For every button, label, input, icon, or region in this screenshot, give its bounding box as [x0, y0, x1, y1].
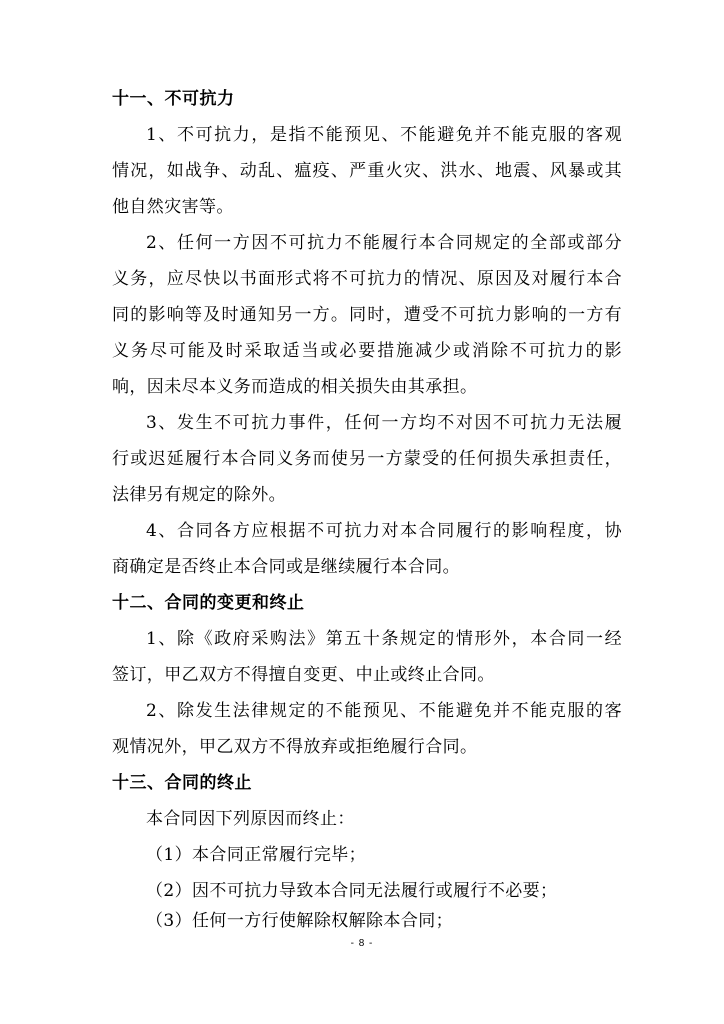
paragraph-line: 签订，甲乙双方不得擅自变更、中止或终止合同。	[112, 665, 495, 685]
paragraph-line: 法律另有规定的除外。	[112, 485, 286, 505]
paragraph-line: 行或迟延履行本合同义务而使另一方蒙受的任何损失承担责任，	[112, 449, 622, 469]
paragraph-line: 情况，如战争、动乱、瘟疫、严重火灾、洪水、地震、风暴或其	[112, 161, 622, 181]
paragraph-line: 本合同因下列原因而终止：	[146, 809, 355, 829]
paragraph-line: 2、除发生法律规定的不能预见、不能避免并不能克服的客	[146, 701, 622, 721]
paragraph-line: 4、合同各方应根据不可抗力对本合同履行的影响程度，协	[146, 521, 622, 541]
paragraph-line: 3、发生不可抗力事件，任何一方均不对因不可抗力无法履	[146, 413, 622, 433]
paragraph-line: 1、除《政府采购法》第五十条规定的情形外，本合同一经	[146, 629, 622, 649]
paragraph-line: 1、不可抗力，是指不能预见、不能避免并不能克服的客观	[146, 125, 622, 145]
list-item: （2）因不可抗力导致本合同无法履行或履行不必要；	[146, 881, 558, 901]
paragraph-line: 观情况外，甲乙双方不得放弃或拒绝履行合同。	[112, 737, 478, 757]
page-number: - 8 -	[350, 938, 374, 949]
section-heading-11: 十一、不可抗力	[112, 89, 235, 109]
paragraph-line: 他自然灾害等。	[112, 197, 234, 217]
paragraph-line: 同的影响等及时通知另一方。同时，遭受不可抗力影响的一方有	[112, 305, 622, 325]
list-item: （1）本合同正常履行完毕；	[146, 845, 367, 865]
paragraph-line: 2、任何一方因不可抗力不能履行本合同规定的全部或部分	[146, 233, 622, 253]
paragraph-line: 义务，应尽快以书面形式将不可抗力的情况、原因及对履行本合	[112, 269, 622, 289]
list-item: （3）任何一方行使解除权解除本合同；	[146, 911, 454, 931]
section-heading-13: 十三、合同的终止	[112, 773, 252, 793]
paragraph-line: 响，因未尽本义务而造成的相关损失由其承担。	[112, 377, 478, 397]
paragraph-line: 商确定是否终止本合同或是继续履行本合同。	[112, 557, 460, 577]
paragraph-line: 义务尽可能及时采取适当或必要措施减少或消除不可抗力的影	[112, 341, 622, 361]
section-heading-12: 十二、合同的变更和终止	[112, 593, 305, 613]
